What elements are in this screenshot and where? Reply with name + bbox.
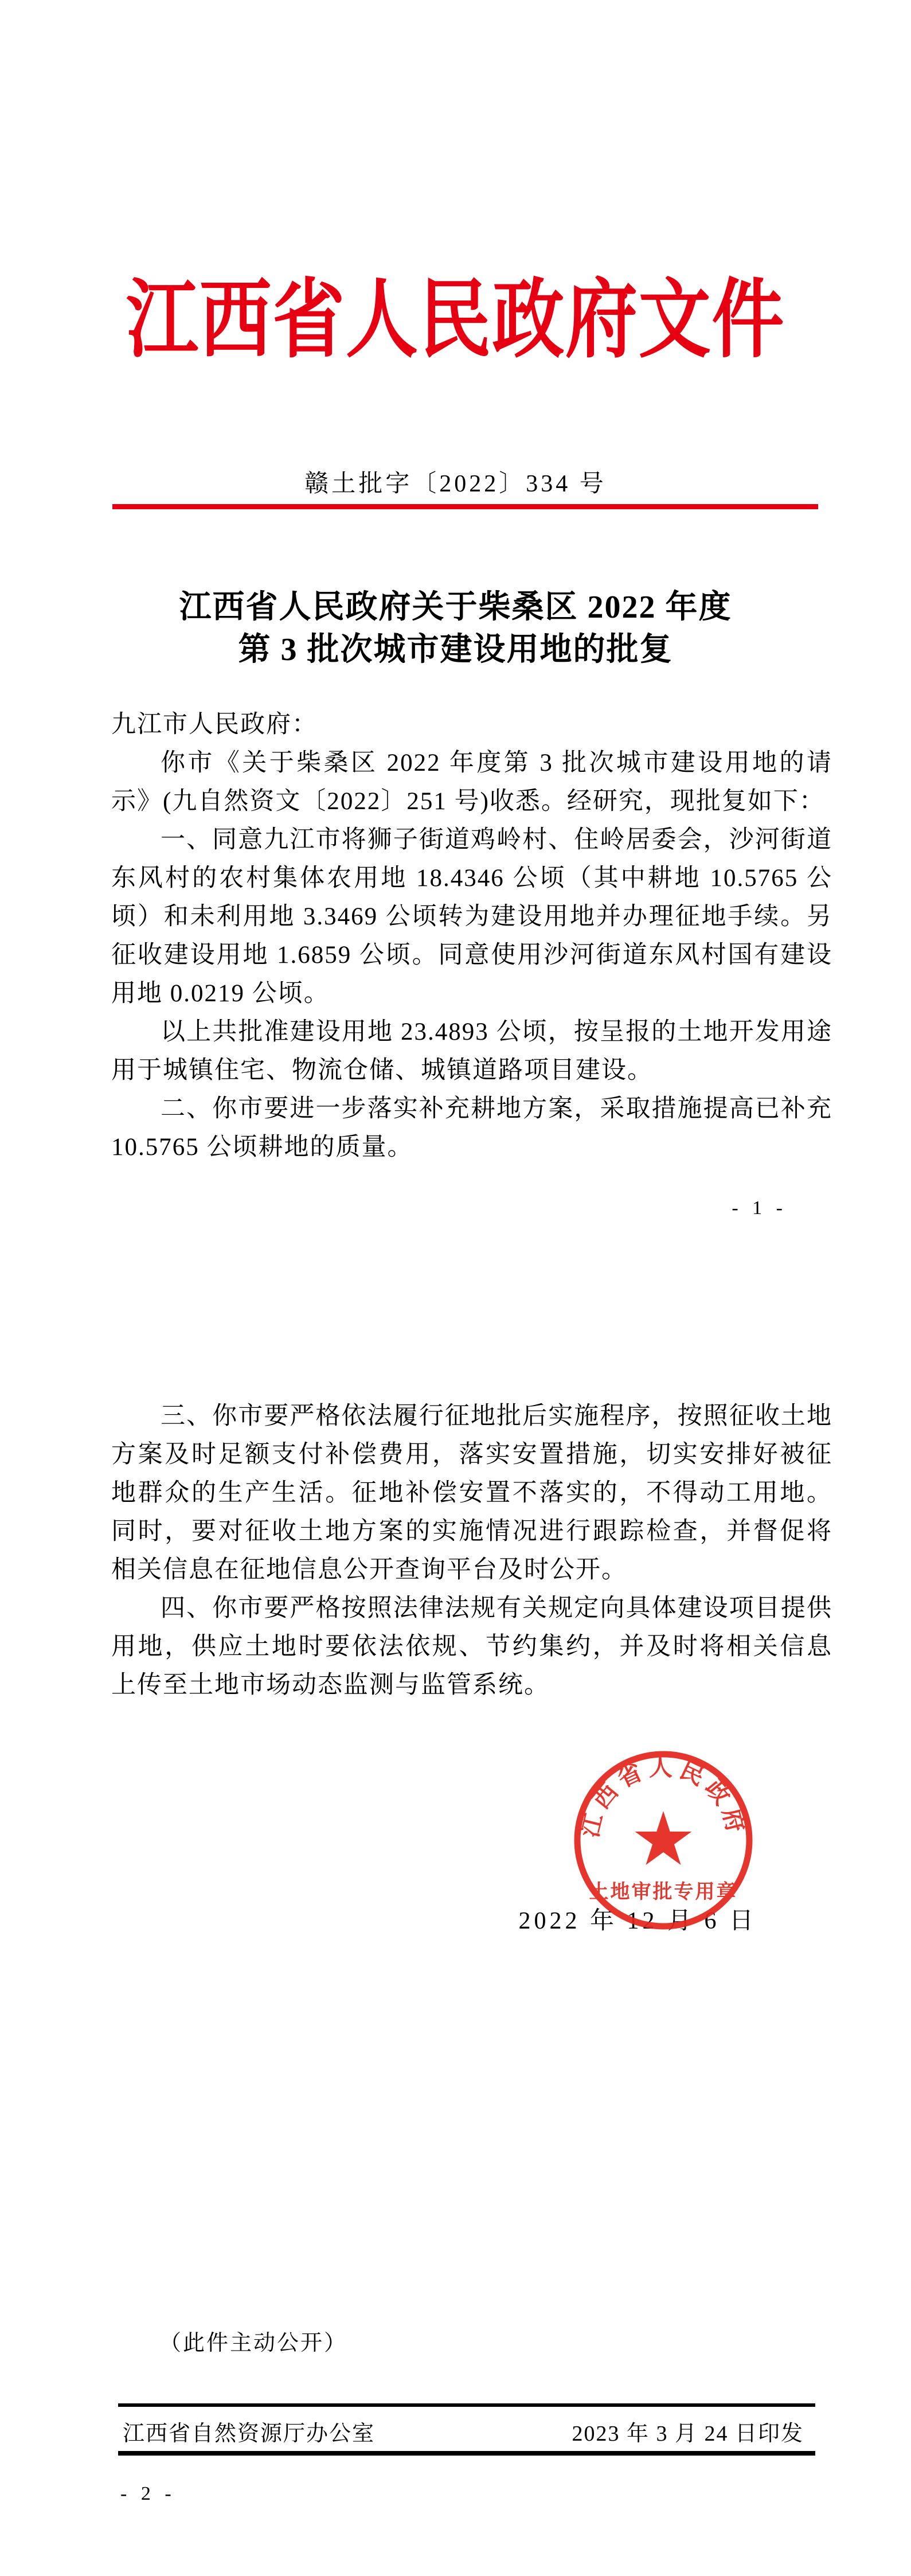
official-seal	[565, 1742, 761, 1938]
document-title-line2: 第 3 批次城市建设用地的批复	[238, 632, 673, 668]
body-paragraph: 一、同意九江市将狮子街道鸡岭村、住岭居委会，沙河街道东风村的农村集体农用地 18.4346 公顷（其中耕地 10.5765 公顷）和未利用地 3.3469 公顷转为建设用地并办理征地手续。另征收建设用地 1.6859 公顷。同意使用沙河街道东风村国有建设用地 0.0219 公顷。	[111, 826, 832, 1007]
seal-org-text: 江西省人民政府	[576, 1754, 750, 1840]
body-paragraph: 你市《关于柴桑区 2022 年度第 3 批次城市建设用地的请示》(九自然资文〔2022〕251 号)收悉。经研究，现批复如下：	[111, 750, 832, 815]
document-title	[0, 586, 911, 671]
page2-paragraphs	[111, 1397, 832, 1704]
footer-row	[123, 2415, 804, 2447]
document-date: 2022 年 12 月 6 日	[518, 1908, 757, 1934]
footer-top-rule	[118, 2403, 815, 2407]
salutation: 九江市人民政府：	[111, 711, 318, 738]
seal-label-text: 土地审批专用章	[589, 1882, 738, 1903]
body-paragraph: 四、你市要严格按照法律法规有关规定向具体建设项目提供用地，供应土地时要依法依规、节约集约，并及时将相关信息上传至土地市场动态监测与监管系统。	[111, 1595, 832, 1699]
page2-number: - 2 -	[120, 2483, 176, 2504]
footer-bottom-rule	[118, 2451, 815, 2456]
footer-print-date: 2023 年 3 月 24 日印发	[572, 2422, 804, 2446]
document-title-line1: 江西省人民政府关于柴桑区 2022 年度	[179, 590, 732, 625]
page1-body	[111, 705, 832, 1166]
red-divider-rule	[112, 504, 818, 509]
page1-number: - 1 -	[732, 1197, 787, 1219]
body-paragraph: 二、你市要进一步落实补充耕地方案，采取措施提高已补充 10.5765 公顷耕地的质量。	[111, 1095, 832, 1161]
page2-body	[111, 1397, 832, 1704]
letterhead-banner: 江西省人民政府文件	[126, 273, 785, 368]
footer-issuing-office: 江西省自然资源厅办公室	[123, 2422, 376, 2446]
disclosure-note: （此件主动公开）	[159, 2331, 348, 2355]
page1-paragraphs	[111, 744, 832, 1166]
document-number: 赣土批字〔2022〕334 号	[304, 471, 607, 497]
body-paragraph: 以上共批准建设用地 23.4893 公顷，按呈报的土地开发用途用于城镇住宅、物流仓储、城镇道路项目建设。	[111, 1018, 832, 1084]
body-paragraph: 三、你市要严格依法履行征地批后实施程序，按照征收土地方案及时足额支付补偿费用，落实安置措施，切实安排好被征地群众的生产生活。征地补偿安置不落实的，不得动工用地。同时，要对征收土地方案的实施情况进行跟踪检查，并督促将相关信息在征地信息公开查询平台及时公开。	[111, 1403, 832, 1583]
seal-star-icon	[635, 1811, 692, 1865]
